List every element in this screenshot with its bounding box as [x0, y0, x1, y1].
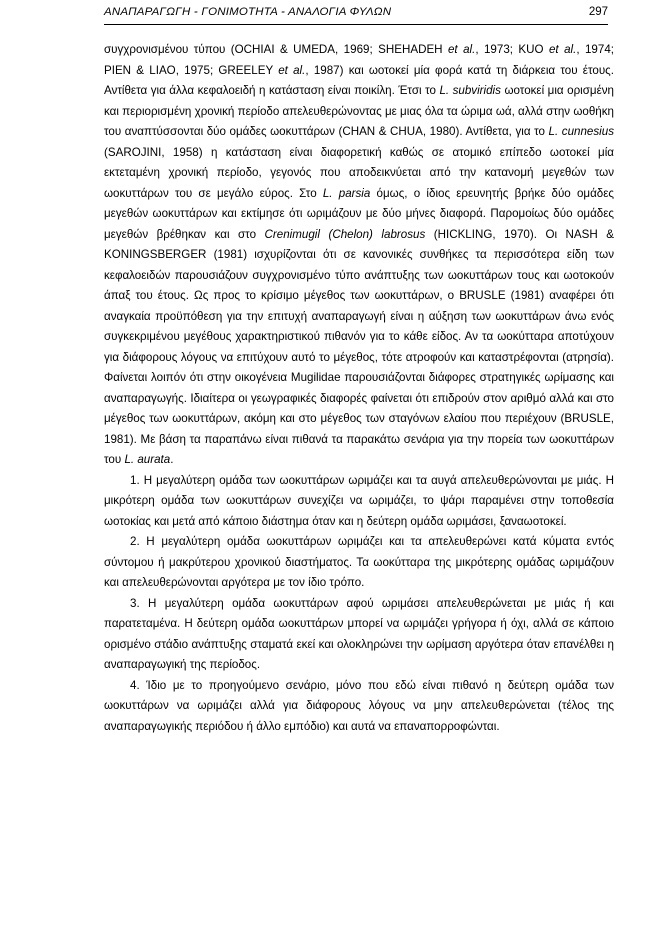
- italic-run: et al.: [447, 43, 476, 56]
- page-body: [104, 40, 614, 737]
- family-name: Mugilidae: [290, 371, 341, 384]
- species-name: L. subviridis: [439, 84, 501, 97]
- species-name: L. parsia: [322, 186, 371, 200]
- species-name: L. aurata: [124, 453, 171, 466]
- running-header: [104, 4, 608, 25]
- text-run: παρουσιάζονται διάφορες στρατηγικές ωρίμασης και αναπαραγωγής. Ιδιαίτερα οι γεωγραφικές διαφορές φαίνεται ότι επιδρούν στον αριθμό αλλά και στο μέγεθος των ωοκυττάρων, ακόμη και στο μέγεθος των σταγόνων ελαίου που περιέχουν (BRUSLE, 1981). Με βάση τα παραπάνω είναι πιθανά τα παρακάτω σενάρια για την πορεία των ωοκυττάρων του: [104, 371, 614, 466]
- text-run: συγχρονισμένου τύπου (OCHIAI & UMEDA, 1969; SHEHADEH: [104, 43, 448, 56]
- italic-run: et al.: [278, 63, 306, 77]
- scenario-3: 3. Η μεγαλύτερη ομάδα ωοκυττάρων αφού ωριμάσει απελευθερώνεται με μιάς ή και παρατεταμένα. Η δεύτερη ομάδα ωοκυττάρων μπορεί να ωριμάζει γρήγορα ή όχι, αλλά σε κάποιο ορισμένο στάδιο ανάπτυξης σταματά εκεί και ολοκληρώνει την ωρίμαση αργότερα όταν επανέλθει η αναπαραγωγική της περίοδος.: [104, 596, 614, 671]
- scenario-1: 1. Η μεγαλύτερη ομάδα των ωοκυττάρων ωριμάζει και τα αυγά απελευθερώνονται με μιάς. Η μικρότερη ομάδα των ωοκυττάρων συνεχίζει να ωριμάζει, το ψάρι παραμένει στην τοποθεσία ωοτοκίας και μετά από κάποιο διάστημα όταν και η δεύτερη ομάδα ωριμάσει, ξαναωοτοκεί.: [104, 473, 614, 528]
- header-title: ΑΝΑΠΑΡΑΓΩΓΗ - ΓΟΝΙΜΟΤΗΤΑ - ΑΝΑΛΟΓΙΑ ΦΥΛΩΝ: [104, 6, 392, 18]
- text-run: ωοτοκεί μια ορισμένη και περιορισμένη χρονική περίοδο απελευθερώνοντας με μιας όλα τα ώριμα ωά, αλλά στην ωοθήκη του αναπτύσσονται δύο ομάδες ωοκυττάρων (CHAN & CHUA, 1980). Αντίθετα, για το: [104, 84, 615, 138]
- text-run: , 1974; PIEN & LIAO, 1975; GREELEY: [104, 43, 614, 77]
- text-run: , 1987) και ωοτοκεί μία φορά κατά τη διάρκεια του έτους. Αντίθετα για άλλα κεφαλοειδή η κατάσταση είναι ποικίλη. Έτσι το: [104, 63, 614, 97]
- text-run: .: [170, 453, 174, 466]
- body-paragraph: [104, 40, 614, 471]
- page-number: 297: [588, 6, 608, 18]
- text-run: (SAROJINI, 1958) η κατάσταση είναι διαφορετική καθώς σε ατομικό επίπεδο ωοτοκεί μία εκτεταμένη χρονική περίοδο, γεγονός που αποδεικνύεται από την κατανομή μεγεθών των ωοκυττάρων του σε μεγάλο εύρος. Στο: [104, 145, 614, 200]
- text-run: , 1973; KUO: [475, 43, 549, 56]
- scenario-4: 4. Ίδιο με το προηγούμενο σενάριο, μόνο που εδώ είναι πιθανό η δεύτερη ομάδα των ωοκυττάρων να ωριμάζει αλλά για διάφορους λόγους να μην απελευθερώνεται (τέλος της αναπαραγωγικής περιόδου ή άλλο εμπόδιο) και αυτά να επαναπορροφώνται.: [104, 678, 614, 733]
- italic-run: et al.: [548, 43, 577, 56]
- text-run: (HICKLING, 1970). Οι NASH & KONINGSBERGER (1981) ισχυρίζονται ότι σε κανονικές συνθήκες τα περισσότερα είδη των κεφαλοειδών παρουσιάζουν συγχρονισμένο τύπο ανάπτυξης των ωοκυττάρων τους και ωοτοκούν άπαξ του έτους. Ως προς το κρίσιμο μέγεθος των ωοκυττάρων, ο BRUSLE (1981) αναφέρει ότι αναγκαία προϋπόθεση για την επιτυχή αναπαραγωγή είναι η αύξηση των ωοκυττάρων άνω ενός συγκεκριμένου μεγέθους χαρακτηριστικού πιθανόν για το κάθε είδος. Αν τα ωοκύτταρα αποτύχουν για διάφορους λόγους να επιτύχουν αυτό το μέγεθος, τότε ατροφούν και καταστρέφονται (ατρησία). Φαίνεται λοιπόν ότι στην οικογένεια: [104, 227, 614, 384]
- scenario-2: 2. Η μεγαλύτερη ομάδα ωοκυττάρων ωριμάζει και τα απελευθερώνει κατά κύματα εντός σύντομου ή μακρύτερου χρονικού διαστήματος. Τα ωοκύτταρα της μικρότερης ομάδας ωριμάζουν και απελευθερώνονται αργότερα με τον ίδιο τρόπο.: [104, 535, 614, 589]
- species-name: L. cunnesius: [548, 125, 614, 138]
- text-run: όμως, ο ίδιος ερευνητής βρήκε δύο ομάδες μεγεθών ωοκυττάρων και εκτίμησε ότι ωριμάζουν με δύο μήνες διαφορά. Παρομοίως δύο ομάδες μεγεθών βρέθηκαν και στο: [104, 186, 615, 241]
- species-name: Crenimugil (Chelon) labrosus: [264, 227, 426, 241]
